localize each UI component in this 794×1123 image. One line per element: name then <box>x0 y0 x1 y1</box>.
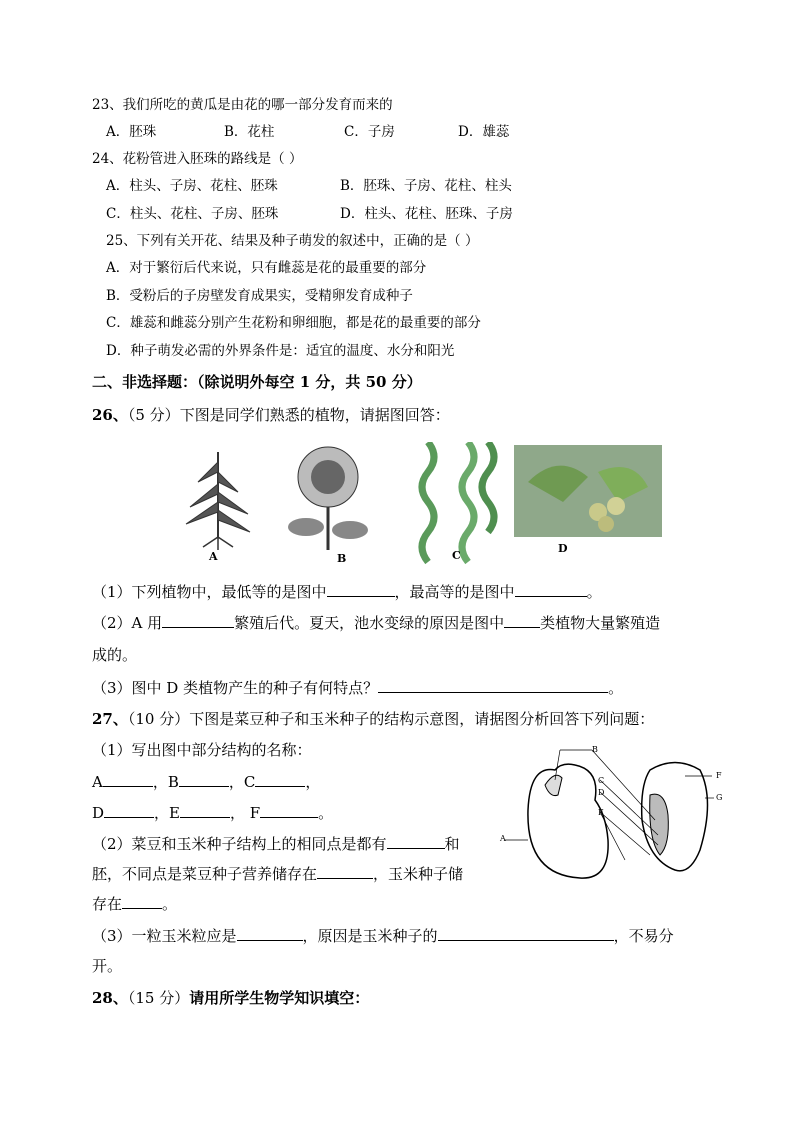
blank[interactable] <box>317 864 373 879</box>
q27-part2-cont: 胚，不同点是菜豆种子营养储存在 ，玉米种子储 <box>92 865 464 883</box>
q23-option-d: D．雄蕊 <box>458 124 510 140</box>
section2-heading: 二、非选择题：（除说明外每空 1 分，共 50 分） <box>92 373 422 391</box>
q27-heading: 27、（10 分）下图是菜豆种子和玉米种子的结构示意图，请据图分析回答下列问题： <box>92 710 655 728</box>
q25-option-b: B．受粉后的子房壁发育成果实，受精卵发育成种子 <box>106 288 413 304</box>
blank[interactable] <box>180 803 230 818</box>
blank[interactable] <box>515 582 587 597</box>
seed-label-f: F <box>716 771 722 780</box>
q27-row1: A ，B ，C ， <box>92 773 321 791</box>
blank[interactable] <box>179 772 229 787</box>
blank[interactable] <box>122 894 162 909</box>
fern-illustration <box>186 452 250 550</box>
q26-part2-cont: 成的。 <box>92 646 138 664</box>
seed-label-b: B <box>592 745 598 754</box>
q23-option-b: B．花柱 <box>224 124 275 140</box>
blank[interactable] <box>103 772 153 787</box>
q25-option-d: D．种子萌发必需的外界条件是：适宜的温度、水分和阳光 <box>106 343 455 359</box>
seed-label-a: A <box>500 834 506 843</box>
blank[interactable] <box>162 613 234 628</box>
blank[interactable] <box>255 772 305 787</box>
q26-part3: （3）图中 D 类植物产生的种子有何特点？ 。 <box>92 679 624 697</box>
seed-structure-figure <box>500 740 730 890</box>
q27-part1: （1）写出图中部分结构的名称： <box>92 741 312 759</box>
blank[interactable] <box>260 803 318 818</box>
q27-part3: （3）一粒玉米粒应是 ，原因是玉米种子的 ，不易分 <box>92 927 674 945</box>
blank[interactable] <box>387 834 445 849</box>
q27-part2-end: 存在 。 <box>92 895 178 913</box>
q23-option-c: C．子房 <box>344 124 395 140</box>
seed-label-d: D <box>598 788 605 797</box>
blank[interactable] <box>438 926 614 941</box>
q24-option-d: D．柱头、花柱、胚珠、子房 <box>340 206 513 222</box>
q25-stem: 25、下列有关开花、结果及种子萌发的叙述中，正确的是（ ） <box>106 233 479 249</box>
q24-option-b: B．胚珠、子房、花柱、柱头 <box>340 178 512 194</box>
q24-option-c: C．柱头、花柱、子房、胚珠 <box>106 206 279 222</box>
bean-seed-outline <box>528 764 608 878</box>
q27-part2: （2）菜豆和玉米种子结构上的相同点是都有 和 <box>92 835 460 853</box>
blank[interactable] <box>327 582 395 597</box>
q26-part2: （2）A 用 繁殖后代。夏天，池水变绿的原因是图中 类植物大量繁殖造 <box>92 614 661 632</box>
blank[interactable] <box>104 803 154 818</box>
q25-option-c: C．雄蕊和雌蕊分别产生花粉和卵细胞，都是花的最重要的部分 <box>106 315 481 331</box>
fig-label-b: B <box>337 552 347 565</box>
sunflower-illustration <box>288 447 368 550</box>
q26-heading: 26、（5 分）下图是同学们熟悉的植物，请据图回答： <box>92 406 450 424</box>
ginkgo-photo <box>514 445 662 537</box>
seed-label-g: G <box>716 793 723 802</box>
fig-label-d: D <box>558 542 568 555</box>
blank[interactable] <box>378 678 608 693</box>
q24-option-a: A．柱头、子房、花柱、胚珠 <box>106 178 278 194</box>
q26-plant-figure <box>178 442 668 570</box>
spirogyra-illustration <box>422 442 494 562</box>
q24-stem: 24、花粉管进入胚珠的路线是（ ） <box>92 151 303 167</box>
seed-label-e: E <box>598 808 604 817</box>
q23-option-a: A．胚珠 <box>106 124 157 140</box>
seed-label-c: C <box>598 776 605 785</box>
q25-option-a: A．对于繁衍后代来说，只有雌蕊是花的最重要的部分 <box>106 260 427 276</box>
q27-row2: D ，E ， F 。 <box>92 804 334 822</box>
blank[interactable] <box>504 613 540 628</box>
fig-label-c: C <box>452 549 461 562</box>
q27-part3-cont: 开。 <box>92 957 123 975</box>
q26-part1: （1）下列植物中，最低等的是图中 ，最高等的是图中 。 <box>92 583 602 601</box>
fig-label-a: A <box>209 550 218 563</box>
blank[interactable] <box>237 926 303 941</box>
q28-heading: 28、（15 分）请用所学生物学知识填空： <box>92 989 370 1007</box>
q23-stem: 23、我们所吃的黄瓜是由花的哪一部分发育而来的 <box>92 97 393 113</box>
